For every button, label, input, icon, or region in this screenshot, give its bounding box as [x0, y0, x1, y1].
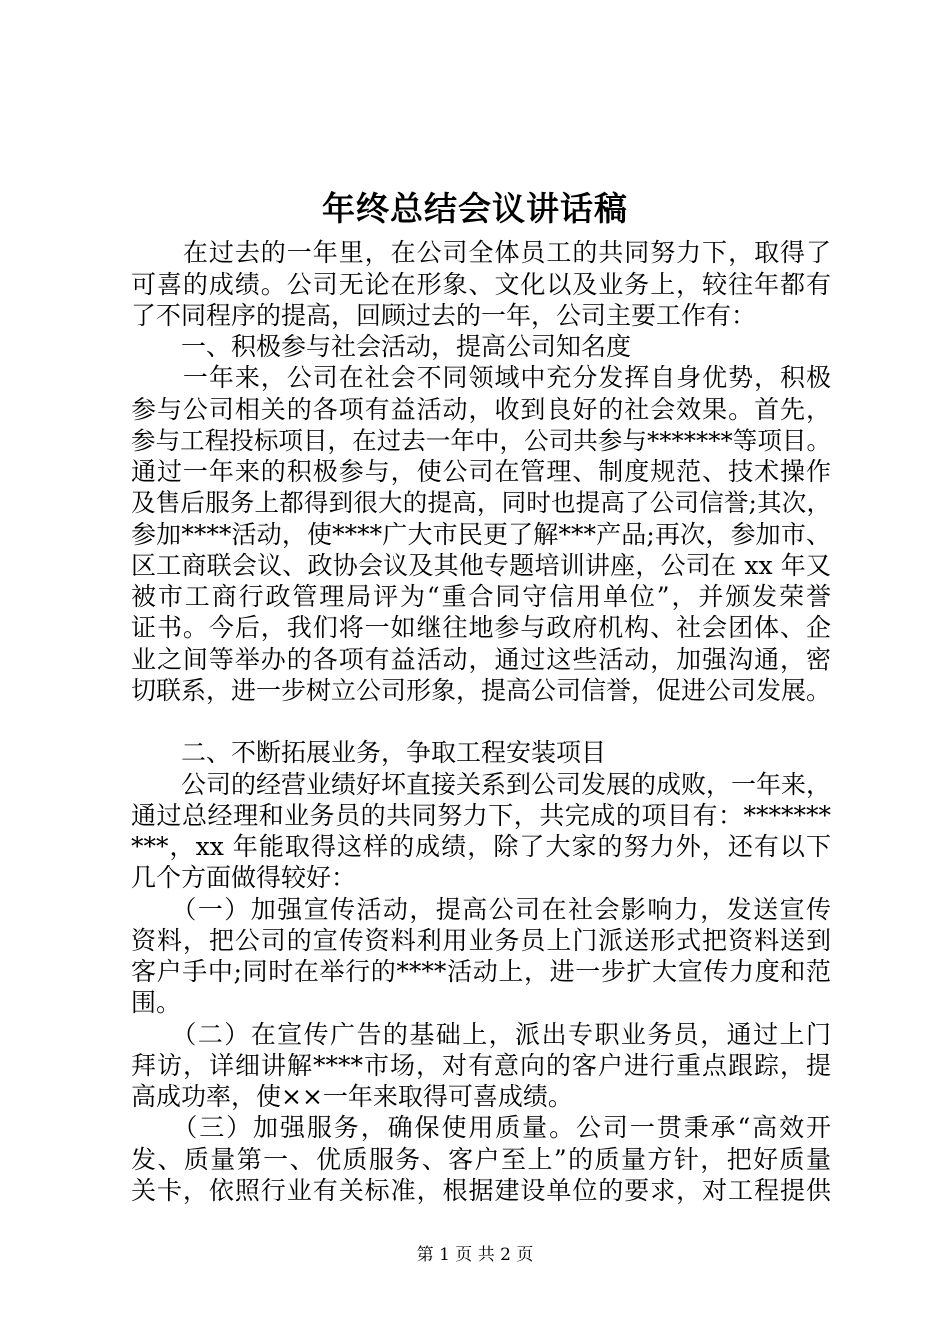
body-line: 客户手中;同时在举行的****活动上，进一步扩大宣传力度和范 — [131, 957, 831, 986]
body-line: 几个方面做得较好： — [131, 863, 357, 892]
section-heading: 二、不断拓展业务，争取工程安装项目 — [131, 738, 607, 767]
body-line: 关卡，依照行业有关标准，根据建设单位的要求，对工程提供 — [131, 1176, 831, 1205]
body-line: 切联系，进一步树立公司形象，提高公司信誉，促进公司发展。 — [131, 676, 832, 705]
body-line: 通过一年来的积极参与，使公司在管理、制度规范、技术操作 — [131, 457, 831, 486]
body-line: 一年来，公司在社会不同领域中充分发挥自身优势，积极 — [131, 363, 831, 392]
body-line: 被市工商行政管理局评为“重合同守信用单位”，并颁发荣誉 — [131, 582, 831, 611]
body-line: 高成功率，使××一年来取得可喜成绩。 — [131, 1082, 573, 1111]
body-line: 区工商联会议、政协会议及其他专题培训讲座，公司在 xx 年又 — [131, 551, 831, 580]
page-number: 第 1 页 共 2 页 — [416, 1245, 534, 1265]
body-line: 公司的经营业绩好坏直接关系到公司发展的成败，一年来， — [131, 770, 832, 799]
body-line: 在过去的一年里，在公司全体员工的共同努力下，取得了 — [131, 238, 831, 267]
section-heading: 一、积极参与社会活动，提高公司知名度 — [131, 332, 632, 361]
body-line: 参与公司相关的各项有益活动，收到良好的社会效果。首先， — [131, 395, 831, 424]
body-line: 证书。今后，我们将一如继往地参与政府机构、社会团体、企 — [131, 613, 831, 642]
document-title: 年终总结会议讲话稿 — [322, 189, 628, 228]
body-line: （二）在宣传广告的基础上，派出专职业务员，通过上门 — [131, 1020, 831, 1049]
body-line: （三）加强服务，确保使用质量。公司一贯秉承“高效开 — [131, 1113, 831, 1142]
body-line: 参加****活动，使****广大市民更了解***产品;再次，参加市、 — [131, 520, 831, 549]
body-line: 了不同程序的提高，回顾过去的一年，公司主要工作有： — [131, 301, 757, 330]
body-line: 参与工程投标项目，在过去一年中，公司共参与*******等项目。 — [131, 426, 831, 455]
body-line: 及售后服务上都得到很大的提高，同时也提高了公司信誉;其次， — [131, 488, 831, 517]
body-line: 资料，把公司的宣传资料利用业务员上门派送形式把资料送到 — [131, 926, 831, 955]
body-line: 发、质量第一、优质服务、客户至上”的质量方针，把好质量 — [131, 1145, 831, 1174]
body-line: 业之间等举办的各项有益活动，通过这些活动，加强沟通，密 — [131, 645, 831, 674]
body-line: （一）加强宣传活动，提高公司在社会影响力，发送宣传 — [131, 895, 831, 924]
body-line: 拜访，详细讲解****市场，对有意向的客户进行重点跟踪，提 — [131, 1051, 831, 1080]
body-line: 可喜的成绩。公司无论在形象、文化以及业务上，较往年都有 — [131, 270, 831, 299]
body-line: 通过总经理和业务员的共同努力下，共完成的项目有：******* — [131, 801, 831, 830]
body-line: ***，xx 年能取得这样的成绩，除了大家的努力外，还有以下 — [131, 832, 831, 861]
body-line: 围。 — [131, 988, 182, 1017]
